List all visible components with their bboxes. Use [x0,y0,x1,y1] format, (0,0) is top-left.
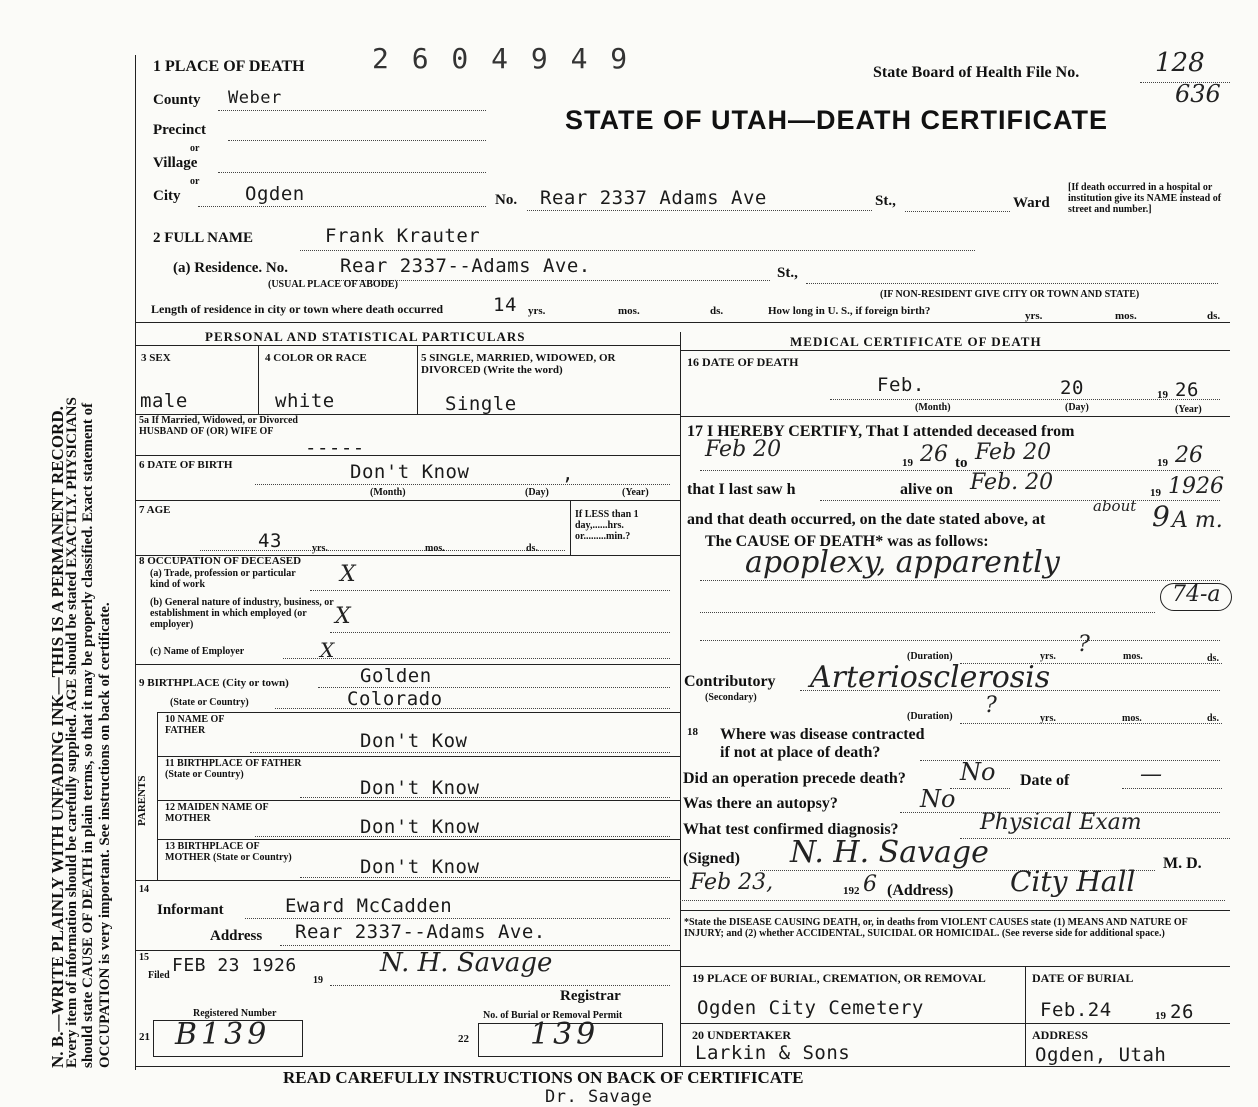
occupation-trade-label: (a) Trade, profession or particular kind of work [150,568,296,590]
attended-from-date: Feb 20 [705,437,782,462]
informant-address-value: Rear 2337--Adams Ave. [295,921,546,943]
burial-date-label: DATE OF BURIAL [1032,971,1134,985]
footer-note: Dr. Savage [545,1087,653,1107]
residence-label: (a) Residence. No. [173,260,288,276]
disease-contracted-label: Where was disease contracted [720,726,925,743]
undertaker-address-label: ADDRESS [1032,1028,1089,1042]
burial-permit-label: No. of Burial or Removal Permit [483,1010,623,1021]
mother-maiden-name-label: 12 MAIDEN NAME OF MOTHER [165,802,269,824]
death-month-value: Feb. [877,374,925,396]
last-seen-alive-date: Feb. 20 [970,470,1054,495]
cause-of-death-value: apoplexy, apparently [745,545,1060,580]
registrar-signature: N. H. Savage [380,948,553,978]
undertaker-value: Larkin & Sons [695,1042,851,1064]
registrar-label: Registrar [560,988,621,1004]
birthplace-state-value: Colorado [347,688,443,710]
burial-place-value: Ogden City Cemetery [697,997,924,1019]
birthplace-label: 9 BIRTHPLACE (City or town) [139,677,289,689]
death-year-value: 26 [1175,379,1199,401]
file-number-label: State Board of Health File No. [873,64,1080,81]
father-name-value: Don't Kow [360,730,468,752]
occupation-trade-value: X [340,562,356,587]
signed-label: (Signed) [683,850,740,867]
residence-value: Rear 2337--Adams Ave. [340,255,591,277]
length-residence-years: 14 [493,294,517,316]
mother-maiden-name-value: Don't Know [360,816,480,838]
sidebar-line-3: should state CAUSE OF DEATH in plain terms, so that it may be properly classified. Exact statement of [80,402,96,1068]
occupation-industry-label: (b) General nature of industry, business, or establishment in which employed (or employer) [150,597,334,630]
registered-number-value: B139 [175,1017,271,1052]
section-divider [135,322,1230,323]
street-number-label: No. [495,192,518,208]
physician-address-label: (Address) [887,882,954,899]
medical-section-heading: MEDICAL CERTIFICATE OF DEATH [790,334,1042,349]
father-name-label: 10 NAME OF FATHER [165,714,225,736]
death-occurred-label: and that death occurred, on the date stated above, at [687,511,1046,528]
certificate-stamp-number: 2 6 0 4 9 4 9 [372,42,631,75]
autopsy-label: Was there an autopsy? [683,795,838,812]
full-name-value: Frank Krauter [325,225,481,247]
burial-permit-value: 139 [530,1017,600,1052]
us-residence-label: How long in U. S., if foreign birth? [768,305,931,317]
occupation-industry-value: X [335,604,351,629]
sidebar-line-4: OCCUPATION is very important. See instructions on back of certificate. [97,602,113,1068]
physician-address-value: City Hall [1010,865,1136,898]
operation-date-label: Date of [1020,772,1070,789]
date-of-birth-value: Don't Know [350,461,470,483]
filed-label: Filed [148,970,170,981]
file-number-2: 636 [1175,80,1221,108]
burial-year-value: 26 [1170,1001,1194,1023]
death-day-value: 20 [1060,377,1084,399]
death-time-value: 9 [1152,500,1170,533]
last-saw-label: that I last saw h [687,481,796,498]
contributory-label: Contributory [684,673,776,690]
less-than-day-label: If LESS than 1 day,......hrs. or.........min.? [575,509,639,542]
undertaker-label: 20 UNDERTAKER [692,1028,792,1042]
date-of-death-label: 16 DATE OF DEATH [687,355,799,369]
physician-signature: N. H. Savage [790,835,989,870]
usual-abode-note: (USUAL PLACE OF ABODE) [268,279,398,290]
non-resident-note: (IF NON-RESIDENT GIVE CITY OR TOWN AND STATE) [880,289,1140,300]
cause-code: 74-a [1172,582,1221,607]
burial-place-label: 19 PLACE OF BURIAL, CREMATION, OR REMOVAL [692,971,986,985]
spouse-label: 5a If Married, Widowed, or Divorced HUSBAND OF (OR) WIFE OF [139,415,298,437]
county-label: County [153,92,201,108]
full-name-label: 2 FULL NAME [153,230,254,246]
village-label: Village [153,155,198,171]
burial-date-value: Feb.24 [1040,999,1112,1021]
filed-date-stamp: FEB 23 1926 [172,955,297,976]
length-residence-label: Length of residence in city or town where death occurred [151,302,444,316]
father-birthplace-value: Don't Know [360,777,480,799]
birthplace-city-value: Golden [360,665,432,687]
place-of-death-label: 1 PLACE OF DEATH [153,58,305,75]
cause-of-death-label: The CAUSE OF DEATH* was as follows: [705,533,989,550]
street-number-value: Rear 2337 Adams Ave [540,187,767,209]
sidebar-line-2: Every item of information should be carefully supplied. AGE should be stated EXACTLY. PHYSICIANS [64,397,80,1068]
city-label: City [153,188,181,204]
city-value: Ogden [245,183,305,205]
street-suffix-label: St., [875,193,896,209]
ward-label: Ward [1013,195,1050,211]
county-value: Weber [228,88,282,108]
color-value: white [275,390,335,412]
age-value: 43 [258,530,282,552]
test-confirmed-label: What test confirmed diagnosis? [683,821,899,838]
left-border [135,55,136,1070]
footer-instructions: READ CAREFULLY INSTRUCTIONS ON BACK OF CERTIFICATE [283,1068,804,1087]
informant-value: Eward McCadden [285,895,453,917]
personal-section-heading: PERSONAL AND STATISTICAL PARTICULARS [205,329,526,344]
file-number-1: 128 [1155,48,1205,78]
ward-note: [If death occurred in a hospital or institution give its NAME instead of street and number.] [1068,182,1222,215]
informant-label: Informant [157,902,224,918]
contributory-cause-value: Arteriosclerosis [810,660,1051,695]
mother-birthplace-label: 13 BIRTHPLACE OF MOTHER (State or Country) [165,841,292,863]
contributory-duration-value: ? [985,693,997,718]
birthplace-state-label: (State or Country) [170,697,249,708]
certify-statement: 17 I HEREBY CERTIFY, That I attended deceased from [687,423,1075,440]
footnote: *State the DISEASE CAUSING DEATH, or, in deaths from VIOLENT CAUSES state (1) MEANS AND NATURE OF INJURY; and (2) whether ACCIDENTAL, SUICIDAL OR HOMICIDAL. (See reverse side for additional space.) [684,917,1188,939]
sex-value: male [140,390,188,412]
middle-divider [680,332,681,1067]
undertaker-address-value: Ogden, Utah [1035,1044,1167,1066]
employer-label: (c) Name of Employer [150,646,245,657]
date-of-birth-label: 6 DATE OF BIRTH [139,459,233,471]
certificate-title: STATE OF UTAH—DEATH CERTIFICATE [565,105,1108,135]
informant-address-label: Address [210,928,263,944]
spouse-value: ----- [305,437,365,459]
color-label: 4 COLOR OR RACE [265,352,367,364]
test-confirmed-value: Physical Exam [980,810,1142,835]
cause-duration-value: ? [1078,632,1090,657]
bottom-border [135,1066,1230,1067]
operation-value: No [960,758,996,786]
operation-date-value: — [1140,762,1162,787]
operation-label: Did an operation precede death? [683,770,906,787]
death-certificate-page: N. B.—WRITE PLAINLY WITH UNFADING INK—THIS IS A PERMANENT RECORD. Every item of information should be carefully supplied. AGE should be stated EXACTLY. PHYSICIANS should state CAUSE OF DEATH in plain terms, so that it may be properly classified. Exact statement of OCCUPATION is very important. See instructions on back of certificate. 1 PLACE OF DEATH 2 6 0 4 9 4 9 State Board of Health File No. 128 636 STATE OF UTAH—DEATH CERTIFICATE County Weber Precinct or Village or City Ogden No. Rear 2337 Adams Ave St., Ward [If death occurred in a hospital or institution give its NAME instead of street and number.] 2 FULL NAME Frank Krauter (a) Residence. No. Rear 2337--Adams Ave. St., (USUAL PLACE OF ABODE) (IF NON-RESIDENT GIVE CITY OR TOWN AND STATE) Length of residence in city or town where death occurred 14 yrs. mos. ds. How long in U. S., if foreign birth? yrs. mos. ds. PERSONAL AND STATISTICAL PARTICULARS 3 SEX 4 COLOR OR RACE 5 SINGLE, MARRIED, WIDOWED, OR DIVORCED (Write the word) male white Single 5a If Married, Widowed, or Divorced HUSBAND OF (OR) WIFE OF ----- 6 DATE OF BIRTH Don't Know , (Month) (Day) (Year) 7 AGE 43 yrs. mos. ds. If LESS than 1 day,......hrs. or.........min.? 8 OCCUPATION OF DECEASED (a) Trade, profession or particular kind of work X (b) General nature of industry, business, or establishment in which employed (or employer) X (c) Name of Employer X 9 BIRTHPLACE (City or town) Golden (State or Country) Colorado PARENTS 10 NAME OF FATHER Don't Kow 11 BIRTHPLACE OF FATHER (State or Country) Don't Know 12 MAIDEN NAME OF MOTHER Don't Know 13 BIRTHPLACE OF MOTHER (State or Country) Don't Know 14 Informant Eward McCadden Address Rear 2337--Adams Ave. 15 Filed FEB 23 1926 19 N. H. Savage Registrar Registered Number No. of Burial or Removal Permit 21 B139 22 139 MEDICAL CERTIFICATE OF DEATH 16 DATE OF DEATH Feb. 20 19 26 (Month) (Day) (Year) 17 I HEREBY CERTIFY, That I attended deceased from Feb 20 19 26 to Feb 20 19 26 that I last saw h alive on Feb. 20 19 1926 and that death occurred, on the date stated above, at about 9 A m. The CAUSE OF DEATH* was as follows: apoplexy, apparently 74-a (Duration) ? yrs. mos. ds. Contributory (Secondary) Arteriosclerosis (Duration) ? yrs. mos. ds. 18 Where was disease contracted if not at place of death? Did an operation precede death? No Date of — Was there an autopsy? No What test confirmed diagnosis? Physical Exam (Signed) N. H. Savage M. D. Feb 23, 192 6 (Address) City Hall *State the DISEASE CAUSING DEATH, or, in deaths from VIOLENT CAUSES state (1) MEANS AND NATURE OF INJURY; and (2) whether ACCIDENTAL, SUICIDAL OR HOMICIDAL. (See reverse side for additional space.) 19 PLACE OF BURIAL, CREMATION, OR REMOVAL DATE OF BURIAL Ogden City Cemetery Feb.24 19 26 20 UNDERTAKER ADDRESS Larkin & Sons Ogden, Utah READ CAREFULLY INSTRUCTIONS ON BACK OF CERTIFICATE Dr. Savage [0,0,1258,1105]
marital-status-label: 5 SINGLE, MARRIED, WIDOWED, OR DIVORCED (Write the word) [421,352,616,376]
signature-date: Feb 23, [690,870,774,895]
age-label: 7 AGE [139,504,171,516]
autopsy-value: No [920,785,956,813]
father-birthplace-label: 11 BIRTHPLACE OF FATHER (State or Country) [165,758,302,780]
sex-label: 3 SEX [141,352,171,364]
employer-value: X [320,638,335,662]
parents-side-label: PARENTS [136,775,148,826]
mother-birthplace-value: Don't Know [360,856,480,878]
registered-number-label: Registered Number [193,1008,277,1019]
sidebar-line-1: N. B.—WRITE PLAINLY WITH UNFADING INK—THIS IS A PERMANENT RECORD. [48,406,67,1068]
marital-status-value: Single [445,393,517,415]
occupation-label: 8 OCCUPATION OF DECEASED [139,555,302,567]
precinct-label: Precinct [153,122,207,138]
attended-to-date: Feb 20 [975,440,1052,465]
